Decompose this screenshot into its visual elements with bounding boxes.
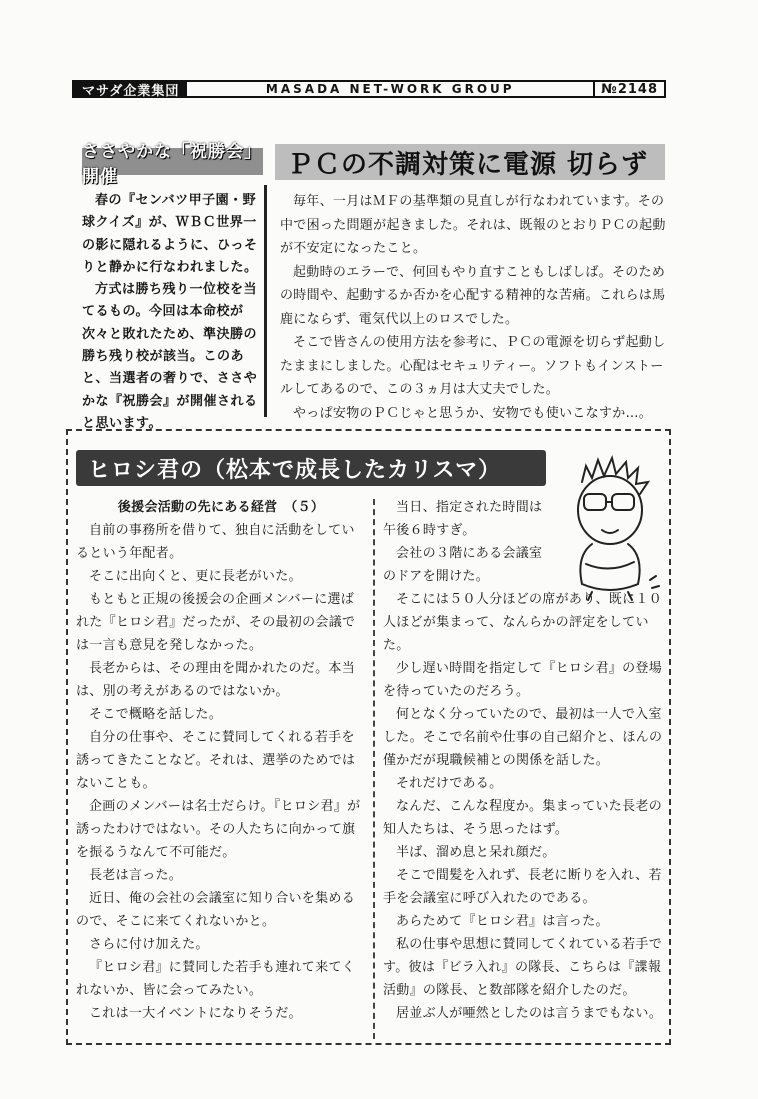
paragraph: 半ば、溜め息と呆れ顔だ。: [396, 845, 556, 860]
column-divider: [264, 185, 267, 417]
paragraph: 居並ぶ人が唖然としたのは言うまでもない。: [396, 1006, 663, 1021]
paragraph: そこで間髪を入れず、長老に断りを入れ、若手を会議室に呼び入れたのである。: [383, 868, 662, 906]
small-article-body: [82, 190, 264, 435]
masthead-group-en: MASADA NET-WORK GROUP: [265, 82, 515, 96]
paragraph: これは一大イベントになりそうだ。: [89, 1006, 302, 1021]
pc-article-body: [280, 190, 672, 425]
paragraph: 長老からは、その理由を聞かれたのだ。本当は、別の考えがあるのではないか。: [76, 661, 356, 699]
paragraph: そこで皆さんの使用方法を参考に、ＰＣの電源を切らず起動したままにしました。心配はセキュリティー。ソフトもインストールしてあるので、この３ヵ月は大丈夫でした。: [280, 335, 666, 397]
paragraph: 少し遅い時間を指定して『ヒロシ君』の登場を待っていたのだろう。: [383, 661, 663, 699]
pc-article-heading: ＰＣの不調対策に電源 切らず: [275, 144, 665, 180]
issue-number: №2148: [593, 82, 664, 96]
small-article-heading: ささやかな「祝勝会」開催: [82, 141, 262, 187]
hiroshi-left-column: [76, 496, 366, 1025]
hiroshi-article-heading: ヒロシ君の（松本で成長したカリスマ）: [76, 450, 546, 486]
paragraph: 自前の事務所を借りて、独自に活動をしているという年配者。: [76, 523, 355, 561]
masthead-group-ja: マサダ企業集団: [74, 82, 187, 96]
hiroshi-column-separator: [373, 499, 375, 1039]
paragraph: 方式は勝ち残り一位校を当てるもの。今回は本命校が次々と敗れたため、準決勝の勝ち残り校が該当。このあと、当選者の奢りで、ささやかな『祝勝会』が開催されると思います。: [82, 282, 258, 431]
paragraph: 毎年、一月はＭＦの基準類の見直しが行なわれています。その中で困った問題が起きました。それは、既報のとおりＰＣの起動が不安定になったこと。: [280, 194, 666, 256]
paragraph: それだけである。: [396, 776, 503, 791]
paragraph: 近日、俺の会社の会議室に知り合いを集めるので、そこに来てくれないかと。: [76, 891, 356, 929]
paragraph: 起動時のエラーで、何回もやり直すこともしばしば。そのための時間や、起動するか否かを心配する精神的な苦痛。これらは馬鹿にならず、電気代以上のロスでした。: [280, 264, 666, 327]
paragraph: 当日、指定された時間は午後６時すぎ。: [383, 500, 543, 538]
paragraph: そこに出向くと、更に長老がいた。: [89, 569, 302, 584]
paragraph: 企画のメンバーは名士だらけ。『ヒロシ君』が誘ったわけではない。その人たちに向かって旗を振るうなんて不可能だ。: [76, 799, 361, 860]
hiroshi-right-column: [383, 496, 665, 1025]
paragraph: 私の仕事や思想に賛同してくれている若手です。彼は『ビラ入れ』の隊長、こちらは『諜報活動』の隊長、と数部隊を紹介したのだ。: [383, 937, 663, 998]
paragraph: 春の『センバツ甲子園・野球クイズ』が、ＷＢＣ世界一の影に隠れるように、ひっそりと静かに行なわれました。: [82, 193, 258, 275]
paragraph: 会社の３階にある会議室のドアを開けた。: [383, 546, 543, 584]
paragraph: さらに付け加えた。: [89, 937, 209, 952]
hiroshi-subtitle: 後援会活動の先にある経営 （５）: [117, 500, 325, 515]
paragraph: そこには５０人分ほどの席があり、既に１０人ほどが集まって、なんらかの評定をしていた。: [383, 592, 663, 653]
paragraph: やっぱ安物のＰＣじゃと思うか、安物でも使いこなすか…。: [293, 405, 653, 421]
paragraph: なんだ、こんな程度か。集まっていた長老の知人たちは、そう思ったはず。: [383, 799, 663, 837]
paragraph: 何となく分っていたので、最初は一人で入室した。そこで名前や仕事の自己紹介と、ほんの僅かだが現職候補との関係を話した。: [383, 707, 663, 768]
paragraph: もともと正規の後援会の企画メンバーに選ばれた『ヒロシ君』だったが、その最初の会議では一言も意見を発しなかった。: [76, 592, 356, 653]
masthead: [72, 80, 666, 98]
paragraph: 自分の仕事や、そこに賛同してくれる若手を誘ってきたことなど。それは、選挙のためではないことも。: [76, 730, 356, 791]
paragraph: 『ヒロシ君』に賛同した若手も連れて来てくれないか、皆に会ってみたい。: [76, 960, 356, 998]
paragraph: そこで概略を話した。: [89, 707, 223, 722]
paragraph: 長老は言った。: [89, 868, 183, 883]
paragraph: あらためて『ヒロシ君』は言った。: [396, 914, 609, 929]
